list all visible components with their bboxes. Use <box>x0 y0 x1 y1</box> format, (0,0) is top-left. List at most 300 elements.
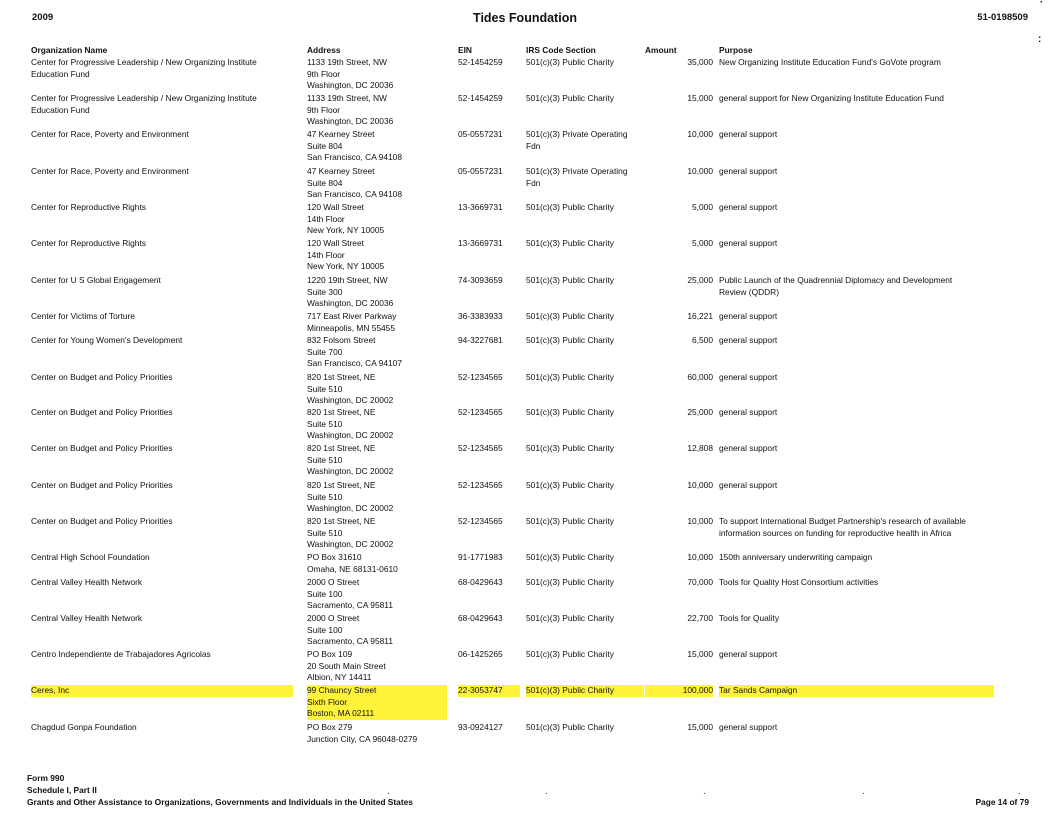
amount-cell-text: 10,000 <box>687 516 713 526</box>
amount-cell <box>645 407 713 419</box>
address-cell-text: Suite 510 <box>307 383 343 394</box>
ein-cell-text: 74-3093659 <box>458 275 503 285</box>
irs-code-cell <box>526 129 644 152</box>
address-cell-text: Suite 100 <box>307 588 343 599</box>
address-cell-text: 47 Kearney Street <box>307 166 375 176</box>
ein-cell-text: 68-0429643 <box>458 577 503 587</box>
address-cell <box>307 722 447 745</box>
address-cell <box>307 407 447 442</box>
purpose-cell <box>719 57 994 69</box>
purpose-cell-text: Tools for Quality Host Consortium activities <box>719 577 879 587</box>
address-cell-text: 820 1st Street, NE <box>307 372 376 382</box>
organization-name-cell <box>31 275 293 287</box>
address-cell <box>307 443 447 478</box>
amount-cell <box>645 516 713 528</box>
irs-code-cell <box>526 649 644 661</box>
column-header-amount: Amount <box>645 45 677 55</box>
address-cell-text: 1133 19th Street, NW <box>307 57 387 67</box>
irs-code-cell-text: 501(c)(3) Public Charity <box>526 238 614 248</box>
purpose-cell <box>719 407 994 419</box>
address-cell-text: Albion, NY 14411 <box>307 672 372 683</box>
organization-name-cell-text: Center for Progressive Leadership / New Organizing Institute <box>31 93 257 103</box>
organization-name-cell-text: Central Valley Health Network <box>31 577 143 587</box>
address-cell <box>307 335 447 370</box>
irs-code-cell-text: 501(c)(3) Public Charity <box>526 335 614 345</box>
scan-dot: . <box>703 786 706 797</box>
address-cell-text: San Francisco, CA 94108 <box>307 189 402 200</box>
address-cell-text: Washington, DC 20002 <box>307 395 394 406</box>
organization-name-cell-text: Ceres, Inc <box>31 685 293 697</box>
address-cell-text: Sacramento, CA 95811 <box>307 636 393 647</box>
purpose-cell <box>719 311 994 323</box>
ein-cell <box>458 202 520 214</box>
address-cell-text: Boston, MA 02111 <box>307 708 447 720</box>
irs-code-cell <box>526 516 644 528</box>
purpose-cell-text: general support <box>719 129 778 139</box>
address-cell-text: 47 Kearney Street <box>307 129 375 139</box>
ein-cell <box>458 57 520 69</box>
address-cell-text: Washington, DC 20036 <box>307 116 394 127</box>
address-cell-text: Suite 100 <box>307 624 343 635</box>
organization-name-cell <box>31 516 293 528</box>
organization-name-cell-text: Center for Reproductive Rights <box>31 202 146 212</box>
address-cell-text: 2000 O Street <box>307 613 360 623</box>
organization-name-cell <box>31 57 293 80</box>
irs-code-cell-text: Fdn <box>526 140 541 151</box>
irs-code-cell-text: 501(c)(3) Public Charity <box>526 93 614 103</box>
irs-code-cell <box>526 480 644 492</box>
ein-cell-text: 52-1454259 <box>458 93 503 103</box>
address-cell <box>307 649 447 684</box>
ein-cell-text: 91-1771983 <box>458 552 503 562</box>
address-cell-text: 820 1st Street, NE <box>307 443 376 453</box>
organization-name-cell <box>31 552 293 564</box>
irs-code-cell <box>526 275 644 287</box>
purpose-cell <box>719 202 994 214</box>
purpose-cell-text: general support <box>719 238 778 248</box>
amount-cell <box>645 238 713 250</box>
address-cell <box>307 129 447 164</box>
ein-cell <box>458 93 520 105</box>
ein-cell <box>458 275 520 287</box>
ein-cell-text: 05-0557231 <box>458 129 503 139</box>
page-title: Tides Foundation <box>473 11 577 25</box>
irs-code-cell-text: 501(c)(3) Public Charity <box>526 649 614 659</box>
ein-cell <box>458 613 520 625</box>
organization-name-cell-text: Education Fund <box>31 68 90 79</box>
organization-name-cell-text: Center for Young Women's Development <box>31 335 183 345</box>
purpose-cell <box>719 722 994 734</box>
amount-cell-text: 60,000 <box>687 372 713 382</box>
address-cell-text: PO Box 31610 <box>307 552 362 562</box>
address-cell-text: 717 East River Parkway <box>307 311 397 321</box>
address-cell-text: San Francisco, CA 94108 <box>307 152 402 163</box>
organization-name-cell-text: Center on Budget and Policy Priorities <box>31 480 173 490</box>
purpose-cell-text: Tools for Quality <box>719 613 780 623</box>
amount-cell-text: 35,000 <box>687 57 713 67</box>
form-number: Form 990 <box>27 773 65 783</box>
organization-name-cell <box>31 443 293 455</box>
organization-name-cell-text: Center for Race, Poverty and Environment <box>31 129 189 139</box>
amount-cell-text: 70,000 <box>687 577 713 587</box>
address-cell-text: Junction City, CA 96048-0279 <box>307 733 418 744</box>
irs-code-cell-text: 501(c)(3) Public Charity <box>526 516 614 526</box>
irs-code-cell <box>526 238 644 250</box>
purpose-cell <box>719 93 994 105</box>
column-header-address: Address <box>307 45 341 55</box>
purpose-cell-text: Review (QDDR) <box>719 286 780 297</box>
purpose-cell <box>719 238 994 250</box>
organization-name-cell <box>31 129 293 141</box>
address-cell-text: New York, NY 10005 <box>307 261 385 272</box>
ein-cell-text: 68-0429643 <box>458 613 503 623</box>
address-cell-text: 20 South Main Street <box>307 660 386 671</box>
organization-name-cell-text: Center for Race, Poverty and Environment <box>31 166 189 176</box>
scan-dot: . <box>387 786 390 797</box>
amount-cell-text: 15,000 <box>687 649 713 659</box>
ein-cell-text: 52-1234565 <box>458 407 503 417</box>
organization-name-cell <box>31 335 293 347</box>
irs-code-cell-text: 501(c)(3) Private Operating <box>526 166 628 176</box>
organization-name-cell <box>31 480 293 492</box>
address-cell-text: 1133 19th Street, NW <box>307 93 387 103</box>
ein-cell <box>458 129 520 141</box>
amount-cell <box>645 129 713 141</box>
irs-code-cell <box>526 372 644 384</box>
amount-cell-text: 22,700 <box>687 613 713 623</box>
ein-cell <box>458 335 520 347</box>
organization-name-cell <box>31 407 293 419</box>
address-cell-text: 14th Floor <box>307 249 345 260</box>
purpose-cell <box>719 372 994 384</box>
ein-cell-text: 52-1454259 <box>458 57 503 67</box>
irs-code-cell-text: 501(c)(3) Public Charity <box>526 577 614 587</box>
amount-cell-text: 15,000 <box>687 722 713 732</box>
irs-code-cell-text: 501(c)(3) Public Charity <box>526 407 614 417</box>
ein-cell <box>458 238 520 250</box>
organization-name-cell-text: Centro Independiente de Trabajadores Agricolas <box>31 649 211 659</box>
address-cell-text: New York, NY 10005 <box>307 225 385 236</box>
irs-code-cell <box>526 613 644 625</box>
purpose-cell-text: general support <box>719 443 778 453</box>
address-cell <box>307 202 447 237</box>
amount-cell <box>645 202 713 214</box>
address-cell-text: 9th Floor <box>307 68 341 79</box>
address-cell-text: Washington, DC 20002 <box>307 466 394 477</box>
purpose-cell <box>719 129 994 141</box>
ein-cell-text: 52-1234565 <box>458 443 503 453</box>
address-cell-text: San Francisco, CA 94107 <box>307 358 402 369</box>
amount-cell-text: 5,000 <box>692 238 713 248</box>
address-cell-text: 820 1st Street, NE <box>307 516 376 526</box>
ein-cell-text: 94-3227681 <box>458 335 503 345</box>
purpose-cell <box>719 335 994 347</box>
organization-name-cell <box>31 649 293 661</box>
purpose-cell <box>719 613 994 625</box>
irs-code-cell-text: 501(c)(3) Public Charity <box>526 57 614 67</box>
schedule-description: Grants and Other Assistance to Organizations, Governments and Individuals in the United States <box>27 797 413 807</box>
purpose-cell-text: 150th anniversary underwriting campaign <box>719 552 873 562</box>
organization-name-cell <box>31 372 293 384</box>
purpose-cell <box>719 443 994 455</box>
amount-cell-text: 10,000 <box>687 129 713 139</box>
organization-name-cell <box>31 202 293 214</box>
address-cell <box>307 516 447 551</box>
irs-code-cell <box>526 577 644 589</box>
organization-name-cell-text: Center for U S Global Engagement <box>31 275 161 285</box>
scan-dot: . <box>862 786 865 797</box>
purpose-cell <box>719 275 994 298</box>
irs-code-cell <box>526 407 644 419</box>
address-cell-text: Suite 804 <box>307 140 343 151</box>
scan-mark-icon: : <box>1038 34 1042 45</box>
amount-cell-text: 10,000 <box>687 480 713 490</box>
amount-cell <box>645 93 713 105</box>
purpose-cell-text: information sources on funding for reproductive health in Africa <box>719 527 952 538</box>
organization-name-cell-text: Center on Budget and Policy Priorities <box>31 372 173 382</box>
address-cell <box>307 577 447 612</box>
address-cell-text: Suite 510 <box>307 418 343 429</box>
amount-cell-text: 16,221 <box>687 311 713 321</box>
organization-name-cell-text: Center for Victims of Torture <box>31 311 135 321</box>
amount-cell-text: 25,000 <box>687 275 713 285</box>
column-header-irs-code: IRS Code Section <box>526 45 596 55</box>
address-cell <box>307 685 447 720</box>
address-cell-text: Suite 700 <box>307 346 343 357</box>
amount-cell <box>645 577 713 589</box>
organization-name-cell <box>31 613 293 625</box>
address-cell-text: 99 Chauncy Street <box>307 685 447 697</box>
purpose-cell-text: general support <box>719 649 778 659</box>
irs-code-cell-text: 501(c)(3) Public Charity <box>526 443 614 453</box>
purpose-cell-text: general support <box>719 311 778 321</box>
organization-name-cell-text: Center for Progressive Leadership / New Organizing Institute <box>31 57 257 67</box>
purpose-cell-text: Tar Sands Campaign <box>719 685 994 697</box>
purpose-cell-text: Public Launch of the Quadrennial Diplomacy and Development <box>719 275 953 285</box>
address-cell <box>307 166 447 201</box>
purpose-cell-text: general support for New Organizing Institute Education Fund <box>719 93 944 103</box>
purpose-cell <box>719 480 994 492</box>
address-cell-text: Sixth Floor <box>307 697 447 709</box>
address-cell <box>307 275 447 310</box>
ein-cell <box>458 407 520 419</box>
amount-cell <box>645 480 713 492</box>
address-cell-text: Omaha, NE 68131-0610 <box>307 563 398 574</box>
filer-ein: 51-0198509 <box>977 12 1028 23</box>
ein-cell <box>458 685 520 697</box>
amount-cell <box>645 613 713 625</box>
irs-code-cell-text: 501(c)(3) Public Charity <box>526 480 614 490</box>
address-cell-text: Suite 300 <box>307 286 343 297</box>
address-cell-text: Suite 510 <box>307 527 343 538</box>
purpose-cell-text: general support <box>719 722 778 732</box>
address-cell-text: Washington, DC 20036 <box>307 80 394 91</box>
organization-name-cell-text: Center on Budget and Policy Priorities <box>31 443 173 453</box>
ein-cell <box>458 166 520 178</box>
purpose-cell <box>719 166 994 178</box>
ein-cell <box>458 649 520 661</box>
organization-name-cell <box>31 722 293 734</box>
amount-cell-text: 15,000 <box>687 93 713 103</box>
purpose-cell-text: New Organizing Institute Education Fund's GoVote program <box>719 57 941 67</box>
address-cell-text: PO Box 109 <box>307 649 353 659</box>
organization-name-cell <box>31 685 293 697</box>
address-cell-text: 120 Wall Street <box>307 202 364 212</box>
address-cell-text: 9th Floor <box>307 104 341 115</box>
ein-cell <box>458 577 520 589</box>
amount-cell <box>645 649 713 661</box>
purpose-cell-text: general support <box>719 166 778 176</box>
irs-code-cell <box>526 443 644 455</box>
irs-code-cell <box>526 202 644 214</box>
irs-code-cell <box>526 722 644 734</box>
ein-cell-text: 36-3383933 <box>458 311 503 321</box>
address-cell-text: Washington, DC 20002 <box>307 503 394 514</box>
purpose-cell <box>719 577 994 589</box>
address-cell <box>307 93 447 128</box>
ein-cell-text: 06-1425265 <box>458 649 503 659</box>
page-number: Page 14 of 79 <box>975 797 1029 807</box>
scan-mark-icon: · <box>1040 0 1044 8</box>
address-cell-text: Sacramento, CA 95811 <box>307 600 393 611</box>
ein-cell <box>458 552 520 564</box>
ein-cell-text: 93-0924127 <box>458 722 503 732</box>
irs-code-cell-text: 501(c)(3) Public Charity <box>526 311 614 321</box>
address-cell <box>307 311 447 334</box>
irs-code-cell-text: 501(c)(3) Public Charity <box>526 275 614 285</box>
amount-cell <box>645 311 713 323</box>
amount-cell-text: 6,500 <box>692 335 713 345</box>
purpose-cell-text: general support <box>719 335 778 345</box>
address-cell-text: PO Box 279 <box>307 722 353 732</box>
address-cell <box>307 552 447 575</box>
amount-cell <box>645 335 713 347</box>
scan-dot: . <box>545 786 548 797</box>
address-cell-text: 2000 O Street <box>307 577 360 587</box>
address-cell <box>307 57 447 92</box>
organization-name-cell <box>31 311 293 323</box>
purpose-cell <box>719 552 994 564</box>
ein-cell-text: 52-1234565 <box>458 516 503 526</box>
irs-code-cell-text: 501(c)(3) Public Charity <box>526 372 614 382</box>
ein-cell <box>458 516 520 528</box>
purpose-cell-text: To support International Budget Partnership's research of available <box>719 516 966 526</box>
address-cell <box>307 238 447 273</box>
purpose-cell-text: general support <box>719 407 778 417</box>
irs-code-cell-text: Fdn <box>526 177 541 188</box>
amount-cell <box>645 166 713 178</box>
ein-cell-text: 13-3669731 <box>458 202 503 212</box>
amount-cell <box>645 275 713 287</box>
organization-name-cell-text: Center for Reproductive Rights <box>31 238 146 248</box>
irs-code-cell-text: 501(c)(3) Public Charity <box>526 722 614 732</box>
address-cell-text: Washington, DC 20036 <box>307 298 394 309</box>
purpose-cell-text: general support <box>719 372 778 382</box>
ein-cell <box>458 443 520 455</box>
amount-cell <box>645 443 713 455</box>
address-cell <box>307 480 447 515</box>
amount-cell-text: 25,000 <box>687 407 713 417</box>
organization-name-cell <box>31 93 293 116</box>
irs-code-cell <box>526 93 644 105</box>
ein-cell <box>458 372 520 384</box>
amount-cell <box>645 722 713 734</box>
organization-name-cell-text: Central Valley Health Network <box>31 613 143 623</box>
address-cell-text: 120 Wall Street <box>307 238 364 248</box>
ein-cell-text: 22-3053747 <box>458 685 520 697</box>
address-cell-text: 820 1st Street, NE <box>307 407 376 417</box>
irs-code-cell <box>526 552 644 564</box>
ein-cell-text: 13-3669731 <box>458 238 503 248</box>
address-cell-text: Suite 510 <box>307 491 343 502</box>
tax-year: 2009 <box>32 12 54 23</box>
irs-code-cell-text: 501(c)(3) Private Operating <box>526 129 628 139</box>
amount-cell <box>645 57 713 69</box>
schedule-part: Schedule I, Part II <box>27 785 97 795</box>
address-cell <box>307 613 447 648</box>
amount-cell <box>645 685 713 697</box>
purpose-cell-text: general support <box>719 202 778 212</box>
amount-cell <box>645 552 713 564</box>
address-cell-text: Suite 804 <box>307 177 343 188</box>
ein-cell-text: 52-1234565 <box>458 372 503 382</box>
purpose-cell <box>719 685 994 697</box>
address-cell <box>307 372 447 407</box>
address-cell-text: Minneapolis, MN 55455 <box>307 322 395 333</box>
ein-cell <box>458 722 520 734</box>
amount-cell <box>645 372 713 384</box>
scan-dot: . <box>1018 786 1021 797</box>
irs-code-cell <box>526 685 644 697</box>
organization-name-cell-text: Chagdud Gonpa Foundation <box>31 722 137 732</box>
column-header-ein: EIN <box>458 45 472 55</box>
address-cell-text: 14th Floor <box>307 213 345 224</box>
organization-name-cell-text: Center on Budget and Policy Priorities <box>31 516 173 526</box>
irs-code-cell <box>526 57 644 69</box>
irs-code-cell-text: 501(c)(3) Public Charity <box>526 202 614 212</box>
organization-name-cell <box>31 577 293 589</box>
ein-cell <box>458 480 520 492</box>
organization-name-cell-text: Education Fund <box>31 104 90 115</box>
amount-cell-text: 10,000 <box>687 166 713 176</box>
ein-cell <box>458 311 520 323</box>
amount-cell-text: 100,000 <box>645 685 713 697</box>
purpose-cell <box>719 649 994 661</box>
address-cell-text: 832 Folsom Street <box>307 335 376 345</box>
purpose-cell-text: general support <box>719 480 778 490</box>
irs-code-cell <box>526 166 644 189</box>
column-header-organization: Organization Name <box>31 45 108 55</box>
amount-cell-text: 5,000 <box>692 202 713 212</box>
address-cell-text: Suite 510 <box>307 454 343 465</box>
address-cell-text: Washington, DC 20002 <box>307 539 394 550</box>
irs-code-cell-text: 501(c)(3) Public Charity <box>526 685 644 697</box>
column-header-purpose: Purpose <box>719 45 753 55</box>
amount-cell-text: 10,000 <box>687 552 713 562</box>
organization-name-cell-text: Central High School Foundation <box>31 552 150 562</box>
organization-name-cell <box>31 238 293 250</box>
address-cell-text: Washington, DC 20002 <box>307 430 394 441</box>
irs-code-cell-text: 501(c)(3) Public Charity <box>526 552 614 562</box>
ein-cell-text: 05-0557231 <box>458 166 503 176</box>
address-cell-text: 820 1st Street, NE <box>307 480 376 490</box>
organization-name-cell-text: Center on Budget and Policy Priorities <box>31 407 173 417</box>
irs-code-cell <box>526 311 644 323</box>
irs-code-cell <box>526 335 644 347</box>
ein-cell-text: 52-1234565 <box>458 480 503 490</box>
purpose-cell <box>719 516 994 539</box>
amount-cell-text: 12,808 <box>687 443 713 453</box>
